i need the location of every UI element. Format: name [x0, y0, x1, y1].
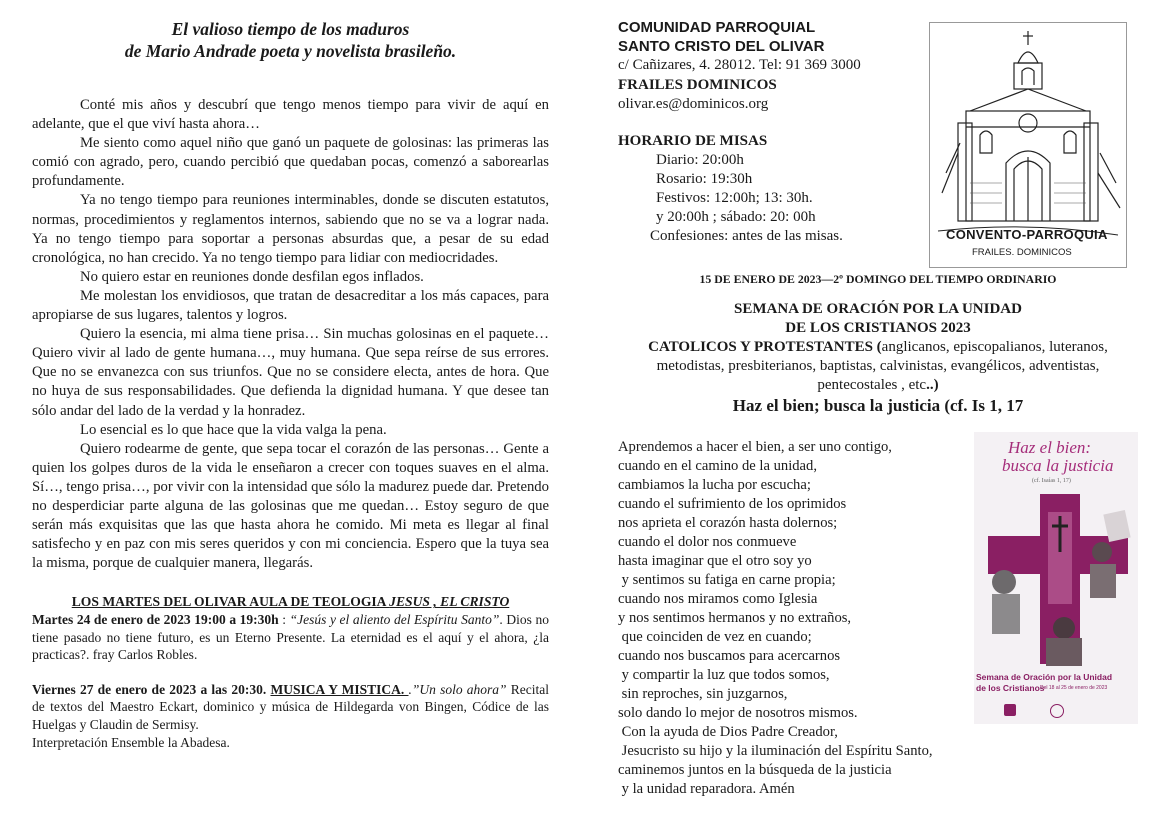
theology-text: . Dios no tiene pasado no tiene futuro, es un Eterno Presente. La eternidad es el aquí y el ahora, ¿la practicas?. fray Carlos Robles. [32, 611, 549, 663]
poster-title-line1: Haz el bien: [1008, 438, 1092, 457]
music-details [32, 681, 549, 734]
prayer-week-line2: DE LOS CRISTIANOS 2023 [785, 320, 971, 336]
music-subtitle: .”Un solo ahora” [408, 681, 507, 697]
music-text: Recital de textos del Maestro Eckart, dominico y música de Hildegarda von Bingen, Códice de las Huelgas y Claudin de Sermisy. [32, 681, 550, 732]
liturgical-date: 15 DE ENERO DE 2023—2º DOMINGO DEL TIEMPO ORDINARIO [699, 272, 1057, 286]
poster-logo-left-icon [1004, 704, 1016, 716]
unity-week-poster [974, 432, 1138, 724]
theology-heading [32, 593, 549, 611]
parish-order: FRAILES DOMINICOS [618, 76, 777, 93]
mass-confessions: Confesiones: antes de las misas. [650, 228, 843, 245]
theology-tuesdays-section [32, 593, 549, 663]
prayer-line: solo dando lo mejor de nosotros mismos. [618, 705, 858, 721]
prayer-line: cuando en el camino de la unidad, [618, 458, 817, 474]
poster-footer-dates: Del 18 al 25 de enero de 2023 [1040, 685, 1108, 691]
prayer-week-line1: SEMANA DE ORACIÓN POR LA UNIDAD [734, 301, 1022, 317]
prayer-week-denominations: anglicanos, episcopalianos, luteranos, metodistas, presbiterianos, baptistas, calvinistas, evangélicos, adventistas, pentecostales , etc [656, 339, 1108, 393]
mass-heading: HORARIO DE MISAS [618, 133, 768, 150]
essay-paragraph: Ya no tengo tiempo para reuniones interminables, donde se discuten estatutos, normas, procedimientos y reglamentos internos, sabiendo que no se va a lograr nada. Ya no tengo tiempo para soportar a personas absurdas que, a pesar de su edad cronológica, no han crecido. Ya no tengo tiempo para lidiar con mediocridades. [32, 192, 549, 266]
prayer-line: y compartir la luz que todos somos, [618, 667, 830, 683]
prayer-line: Con la ayuda de Dios Padre Creador, [618, 724, 838, 740]
parish-name-line2: SANTO CRISTO DEL OLIVAR [618, 38, 825, 56]
essay-paragraph: Me siento como aquel niño que ganó un paquete de golosinas: las primeras las comió con agrado, pero, cuando percibió que quedaban pocas, comenzó a saborearlas profundamente. [32, 135, 549, 190]
prayer-line: sin reproches, sin juzgarnos, [618, 686, 788, 702]
music-performers: Interpretación Ensemble la Abadesa. [32, 734, 230, 750]
theology-heading-text: LOS MARTES DEL OLIVAR AULA DE TEOLOGIA [71, 594, 390, 610]
left-column [32, 18, 549, 751]
prayer-line: Jesucristo su hijo y la iluminación del Espíritu Santo, [618, 743, 933, 759]
parish-address: c/ Cañizares, 4. 28012. Tel: 91 369 3000 [618, 57, 861, 74]
music-mysticism-section [32, 681, 549, 751]
parish-name-line1: COMUNIDAD PARROQUIAL [618, 19, 816, 36]
essay-paragraph: Quiero rodearme de gente, que sepa tocar el corazón de las personas… Gente a quien los golpes duros de la vida le enseñaron a crecer con toques suaves en el alma. Sí…, tengo prisa…, por vivir con la intensidad que sólo la madurez puede dar. Pretendo no desperdiciar parte alguna de las golosinas que me quedan… Estoy seguro de que serán más exquisitas que las que hasta ahora he comido. Mi meta es llegar al final satisfecho y en paz con mis seres queridos y con mi conciencia. Espero que la tuya sea la misma, porque de cualquier manera, llegarás. [32, 440, 549, 572]
theology-sep: : [278, 611, 290, 627]
theology-heading-italic: JESUS , EL CRISTO [389, 594, 510, 610]
essay-paragraph: Quiero la esencia, mi alma tiene prisa… Sin muchas golosinas en el paquete… Quiero vivir al lado de gente humana…, muy humana. Que sepa reírse de sus errores. Que no se envanezca con sus triunfos. Que no se considere electa, antes de hora. Que no huya de sus responsabilidades. Que defienda la dignidad humana. Y que desee tan sólo andar del lado de la verdad y la honradez. [32, 326, 549, 419]
essay-paragraph: Conté mis años y descubrí que tengo menos tiempo para vivir de aquí en adelante, que el que viví hasta ahora… [32, 97, 549, 133]
mass-extra: y 20:00h ; sábado: 20: 00h [656, 209, 816, 226]
poster-logo-right-icon [1050, 704, 1064, 718]
theology-topic: “Jesús y el aliento del Espíritu Santo” [289, 611, 500, 627]
mass-holidays: Festivos: 12:00h; 13: 30h. [656, 190, 813, 207]
essay-title [32, 18, 549, 62]
poster-footer-line2: de los Cristianos [976, 683, 1045, 693]
prayer-line: cambiamos la lucha por escucha; [618, 477, 811, 493]
church-caption-main: CONVENTO-PARROQUIA [946, 227, 1108, 242]
prayer-line: cuando el dolor nos conmueve [618, 534, 797, 550]
prayer-line: y nos sentimos hermanos y no extraños, [618, 610, 852, 626]
poster-title-line2: busca la justicia [1002, 456, 1114, 475]
church-drawing [929, 22, 1127, 268]
mass-daily: Diario: 20:00h [656, 152, 744, 169]
prayer-line: hasta imaginar que el otro soy yo [618, 553, 812, 569]
prayer-line: y sentimos su fatiga en carne propia; [618, 572, 836, 588]
essay-paragraph: Me molestan los envidiosos, que tratan de desacreditar a los más capaces, para apropiarse de sus lugares, talentos y logros. [32, 287, 549, 324]
prayer-line: cuando nos miramos como Iglesia [618, 591, 818, 607]
music-title: MUSICA Y MISTICA. [270, 681, 409, 697]
prayer-week-block [618, 300, 1138, 395]
music-date: Viernes 27 de enero de 2023 a las 20:30. [32, 681, 267, 697]
essay-paragraph: No quiero estar en reuniones donde desfilan egos inflados. [80, 268, 424, 285]
prayer-line: que coinciden de vez en cuando; [618, 629, 812, 645]
prayer-week-line3 [618, 338, 1138, 395]
poster-reference: (cf. Isaías 1, 17) [1032, 478, 1071, 484]
prayer-week-bold: CATOLICOS Y PROTESTANTES ( [648, 339, 882, 355]
parish-email: olivar.es@dominicos.org [618, 95, 769, 112]
essay-title-line1: El valioso tiempo de los maduros [171, 19, 410, 39]
prayer-text [618, 438, 978, 799]
essay-paragraph: Lo esencial es lo que hace que la vida valga la pena. [80, 421, 387, 438]
prayer-week-end: ..) [926, 377, 939, 393]
essay-title-line2: de Mario Andrade poeta y novelista brasileño. [124, 41, 457, 61]
prayer-line: cuando el sufrimiento de los oprimidos [618, 496, 847, 512]
essay-body [32, 96, 549, 573]
prayer-line: Aprendemos a hacer el bien, a ser uno contigo, [618, 439, 892, 455]
prayer-line: caminemos juntos en la búsqueda de la justicia [618, 762, 892, 778]
prayer-line: cuando nos buscamos para acercarnos [618, 648, 841, 664]
church-caption-sub: FRAILES. DOMINICOS [972, 247, 1072, 258]
prayer-line: nos aprieta el corazón hasta dolernos; [618, 515, 838, 531]
poster-footer-line1: Semana de Oración por la Unidad [976, 672, 1113, 682]
theology-date: Martes 24 de enero de 2023 19:00 a 19:30h [32, 611, 279, 627]
mass-rosary: Rosario: 19:30h [656, 171, 753, 188]
week-motto: Haz el bien; busca la justicia (cf. Is 1, 17 [732, 396, 1024, 415]
prayer-line: y la unidad reparadora. Amén [618, 781, 795, 797]
theology-details [32, 611, 549, 664]
